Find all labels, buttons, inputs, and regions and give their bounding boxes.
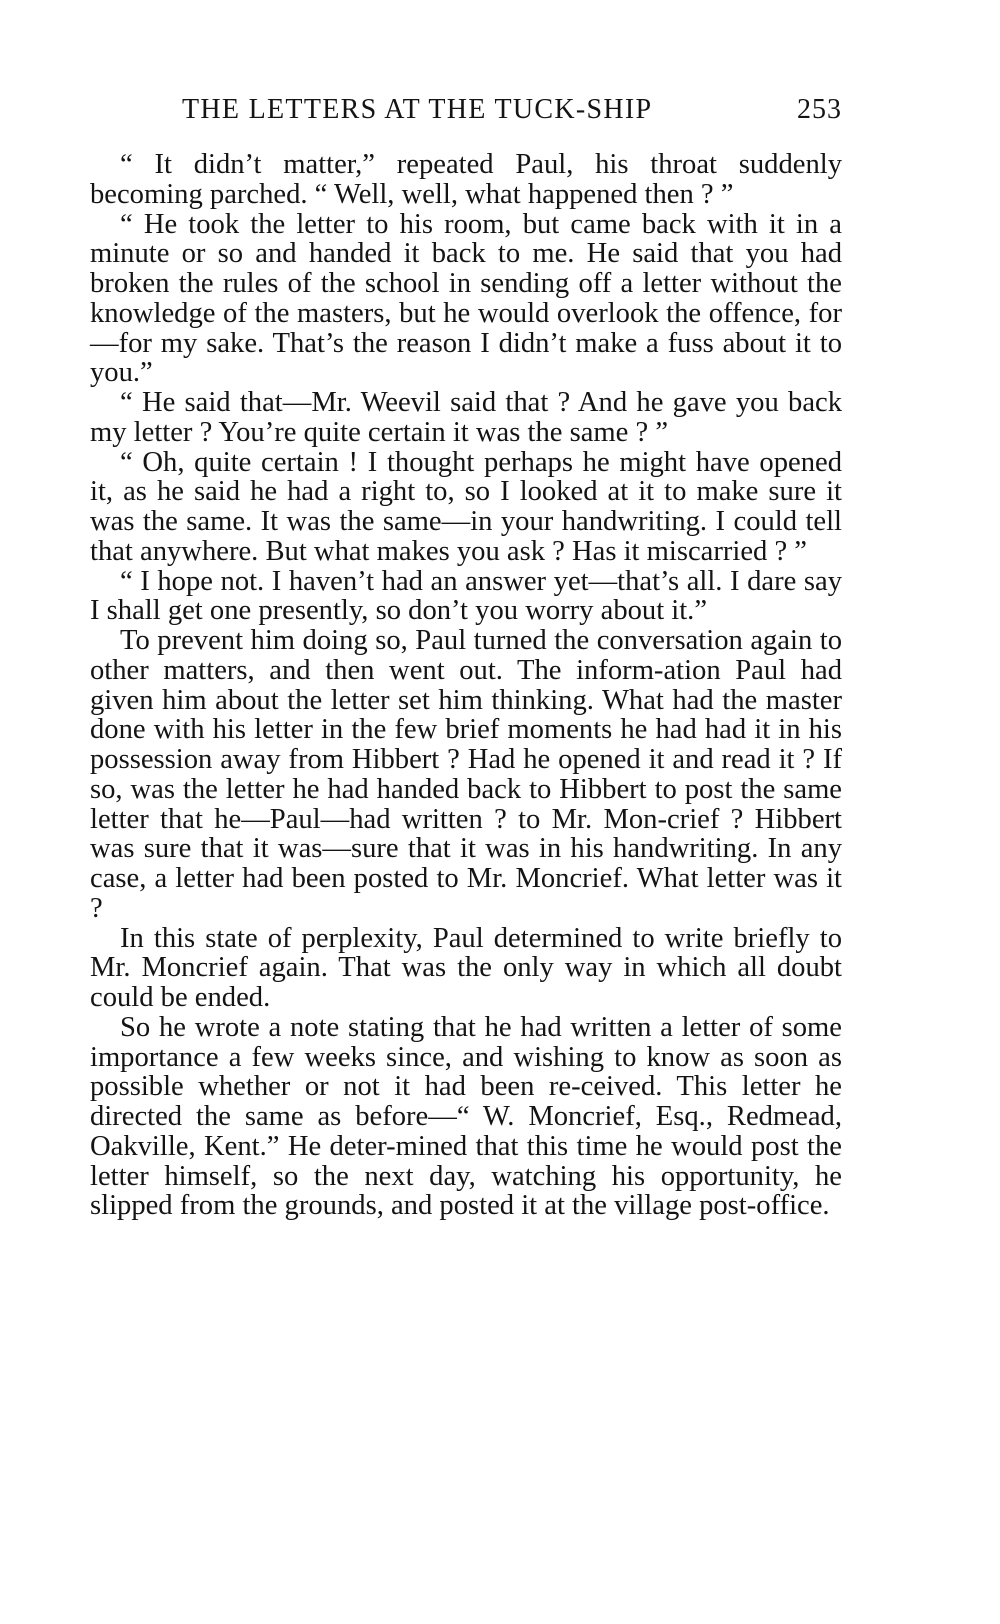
running-title: THE LETTERS AT THE TUCK-SHIP [182, 94, 653, 125]
paragraph-4: “ Oh, quite certain ! I thought perhaps he might have opened it, as he said he had a right to, so I looked at it to make sure it was the same. It was the same—in your handwriting. I could tell that anywhere. But what makes you ask ? Has it miscarried ? ” [90, 446, 842, 567]
running-head [90, 90, 842, 130]
paragraph-3: “ He said that—Mr. Weevil said that ? And he gave you back my letter ? You’re quite certain it was the same ? ” [90, 387, 842, 448]
page-number: 253 [797, 94, 842, 125]
paragraph-6: To prevent him doing so, Paul turned the conversation again to other matters, and then went out. The inform-ation Paul had given him about the letter set him thinking. What had the master done with his letter in the few brief moments he had had it in his possession away from Hibbert ? Had he opened it and read it ? If so, was the letter he had handed back to Hibbert to post the same letter that he—Paul—had written ? to Mr. Mon-crief ? Hibbert was sure that it was—sure that it was in his handwriting. In any case, a letter had been posted to Mr. Moncrief. What letter was it ? [90, 625, 842, 924]
paragraph-2: “ He took the letter to his room, but came back with it in a minute or so and handed it back to me. He said that you had broken the rules of the school in sending off a letter without the knowledge of the masters, but he would overlook the offence, for—for my sake. That’s the reason I didn’t make a fuss about it to you.” [90, 208, 842, 389]
paragraph-1: “ It didn’t matter,” repeated Paul, his throat suddenly becoming parched. “ Well, well, what happened then ? ” [90, 149, 842, 210]
paragraph-8: So he wrote a note stating that he had written a letter of some importance a few weeks since, and wishing to know as soon as possible whether or not it had been re-ceived. This letter he directed the same as before—“ W. Moncrief, Esq., Redmead, Oakville, Kent.” He deter-mined that this time he would post the letter himself, so the next day, watching his opportunity, he slipped from the grounds, and posted it at the village post-office. [90, 1011, 842, 1222]
paragraph-5: “ I hope not. I haven’t had an answer yet—that’s all. I dare say I shall get one presently, so don’t you worry about it.” [90, 565, 842, 627]
body-text [90, 150, 842, 1221]
paragraph-7: In this state of perplexity, Paul determined to write briefly to Mr. Moncrief again. That was the only way in which all doubt could be ended. [90, 922, 842, 1013]
